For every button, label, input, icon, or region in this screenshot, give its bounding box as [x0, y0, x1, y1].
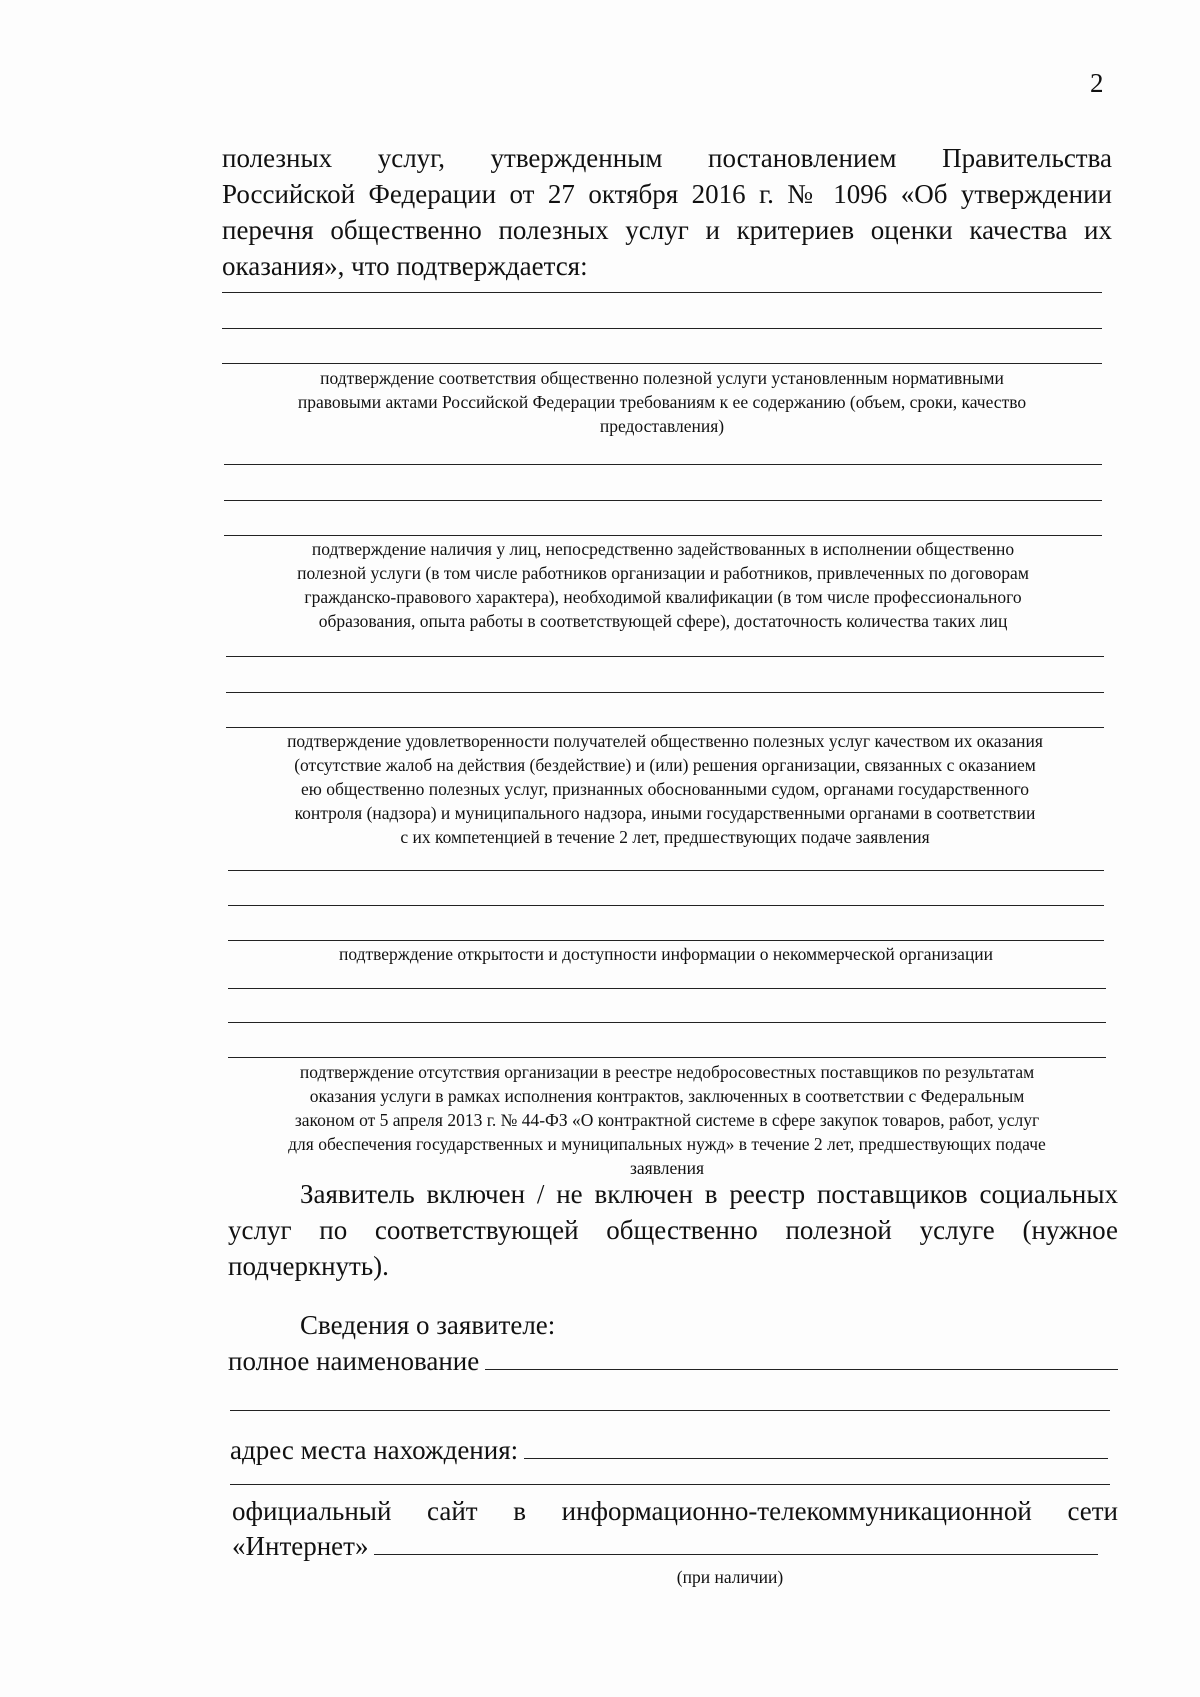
website-field[interactable] [232, 1528, 1098, 1564]
blank-line[interactable] [224, 535, 1102, 536]
caption-line: подтверждение удовлетворенности получателей общественно полезных услуг качеством их оказания [287, 731, 1043, 751]
blank-line[interactable] [222, 363, 1102, 364]
caption-line: подтверждение отсутствия организации в реестре недобросовестных поставщиков по результатам [299, 1062, 1035, 1082]
caption-service-compliance [222, 366, 1102, 438]
caption-line: ею общественно полезных услуг, признанных обоснованными судом, органами государственного [301, 779, 1029, 799]
address-label: адрес места нахождения: [230, 1435, 519, 1465]
page-number: 2 [1090, 68, 1104, 98]
blank-line[interactable] [228, 1057, 1106, 1058]
blank-line[interactable] [226, 656, 1104, 657]
caption-line: подтверждение открытости и доступности информации о некоммерческой организации [338, 944, 994, 964]
caption-line: контроля (надзора) и муниципального надзора, иными государственными органами в соответствии [294, 803, 1036, 823]
website-input-line[interactable] [374, 1528, 1098, 1555]
caption-line: гражданско-правового характера), необходимой квалификации (в том числе профессионального [304, 587, 1022, 607]
blank-line[interactable] [222, 328, 1102, 329]
caption-line: образования, опыта работы в соответствующей сфере), достаточность количества таких лиц [318, 611, 1008, 631]
intro-line: полезных услуг, утвержденным постановлением Правительства [222, 143, 1112, 173]
caption-line: правовыми актами Российской Федерации требованиям к ее содержанию (объем, сроки, качество [297, 392, 1027, 412]
intro-paragraph [222, 140, 1112, 284]
intro-line: Российской Федерации от 27 октября 2016 г. № 1096 «Об утверждении [222, 179, 1112, 209]
website-note: (при наличии) [676, 1567, 784, 1587]
full-name-label: полное наименование [228, 1346, 480, 1376]
caption-line: подтверждение наличия у лиц, непосредственно задействованных в исполнении общественно [311, 539, 1015, 559]
address-input-line[interactable] [524, 1432, 1108, 1459]
blank-line[interactable] [226, 692, 1104, 693]
caption-recipient-satisfaction [226, 729, 1104, 849]
registry-line: подчеркнуть). [228, 1251, 389, 1281]
full-name-field[interactable] [228, 1343, 1118, 1379]
caption-line: полезной услуги (в том числе работников организации и работников, привлеченных по договорам [297, 563, 1029, 583]
website-label: «Интернет» [232, 1531, 369, 1561]
blank-line[interactable] [228, 870, 1104, 871]
address-continuation-line[interactable] [230, 1484, 1110, 1485]
caption-line: для обеспечения государственных и муниципальных нужд» в течение 2 лет, предшествующих подаче [288, 1134, 1046, 1154]
address-field[interactable] [230, 1432, 1108, 1468]
caption-staff-qualification [224, 537, 1102, 633]
blank-line[interactable] [226, 727, 1104, 728]
blank-line[interactable] [228, 940, 1104, 941]
registry-line[interactable]: Заявитель включен / не включен в реестр поставщиков социальных [300, 1179, 1118, 1209]
blank-line[interactable] [224, 500, 1102, 501]
registry-statement [228, 1176, 1118, 1284]
blank-line[interactable] [228, 988, 1106, 989]
caption-unscrupulous-registry [228, 1060, 1106, 1180]
registry-line: услуг по соответствующей общественно полезной услуге (нужное [228, 1215, 1118, 1245]
blank-line[interactable] [222, 292, 1102, 293]
website-line: официальный сайт в информационно-телекоммуникационной сети [232, 1496, 1118, 1526]
caption-line: (отсутствие жалоб на действия (бездействие) и (или) решения организации, связанных с оказанием [294, 755, 1036, 775]
caption-line: с их компетенцией в течение 2 лет, предшествующих подаче заявления [400, 827, 930, 847]
blank-line[interactable] [224, 464, 1102, 465]
intro-line: перечня общественно полезных услуг и критериев оценки качества их [222, 215, 1112, 245]
caption-line: подтверждение соответствия общественно полезной услуги установленным нормативными [320, 368, 1004, 388]
blank-line[interactable] [228, 1022, 1106, 1023]
full-name-input-line[interactable] [485, 1343, 1118, 1370]
caption-line: предоставления) [599, 416, 725, 436]
blank-line[interactable] [228, 905, 1104, 906]
caption-line: заявления [629, 1158, 705, 1178]
caption-line: законом от 5 апреля 2013 г. № 44-ФЗ «О контрактной системе в сфере закупок товаров, работ, услуг [294, 1110, 1040, 1130]
full-name-continuation-line[interactable] [230, 1410, 1110, 1411]
intro-line: оказания», что подтверждается: [222, 251, 588, 281]
caption-line: оказания услуги в рамках исполнения контрактов, заключенных в соответствии с Федеральным [309, 1086, 1025, 1106]
applicant-heading: Сведения о заявителе: [300, 1310, 556, 1340]
caption-openness [228, 942, 1104, 966]
